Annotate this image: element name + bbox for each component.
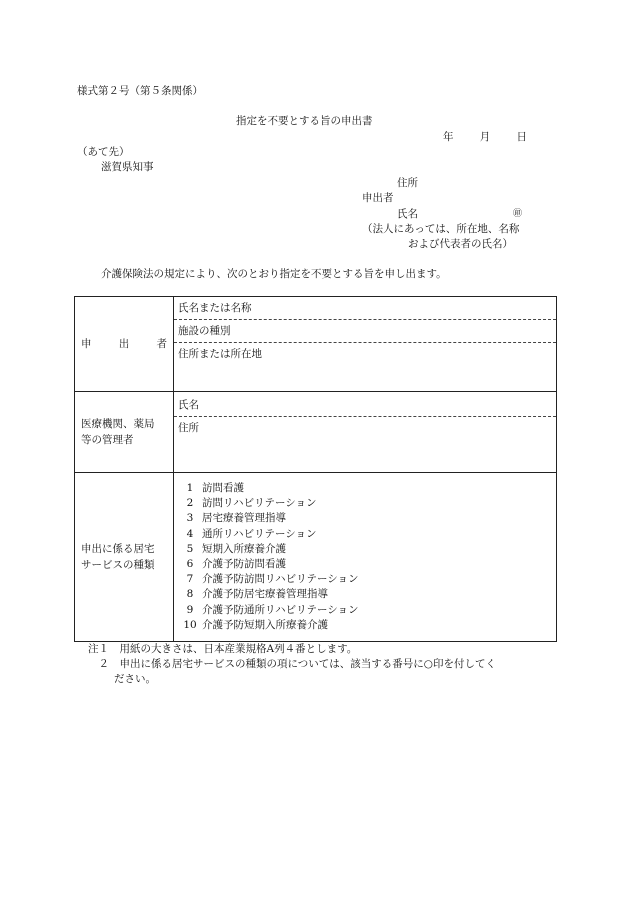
service-item[interactable] (178, 496, 556, 511)
service-name: 介護予防訪問リハビリテーション (202, 573, 359, 586)
service-name: 訪問看護 (202, 482, 244, 494)
date-day: 日 (516, 131, 527, 143)
addressee: 滋賀県知事 (101, 161, 154, 173)
service-name: 介護予防通所リハビリテーション (202, 603, 359, 616)
manager-name-field[interactable]: 氏名 (174, 394, 556, 417)
applicant-section-label (75, 297, 174, 392)
service-item[interactable] (178, 557, 556, 572)
facility-type-field[interactable]: 施設の種別 (174, 320, 556, 343)
manager-fields (174, 392, 557, 473)
manager-address-field[interactable]: 住所 (178, 422, 199, 434)
applicant-name-label: 氏名 (397, 208, 418, 220)
service-number: 9 (186, 603, 194, 616)
service-item[interactable] (178, 572, 556, 587)
applicant-fields (174, 297, 557, 392)
service-number: 3 (186, 512, 194, 525)
applicant-label: 申出者 (362, 192, 394, 204)
date-line (443, 130, 527, 144)
applicant-address-label: 住所 (397, 177, 418, 189)
service-number: 2 (186, 497, 194, 510)
table-row-applicant (75, 297, 557, 392)
table-row-manager (75, 392, 557, 473)
addressee-label: （あて先） (77, 146, 130, 158)
service-name: 短期入所療養介護 (202, 542, 286, 555)
name-or-title-field[interactable]: 氏名または名称 (174, 297, 556, 320)
manager-label-line1: 医療機関、薬局 (81, 418, 155, 430)
form-number: 様式第２号（第５条関係） (77, 85, 203, 97)
seal-mark: ㊞ (513, 209, 523, 219)
service-number: 8 (186, 588, 194, 601)
service-number: 1 (186, 482, 194, 494)
manager-section-label (75, 392, 174, 473)
corporation-note-line1: （法人にあっては、所在地、名称 (362, 223, 520, 235)
service-name: 通所リハビリテーション (202, 527, 317, 540)
application-form-table (74, 296, 557, 642)
footnote-2: ２ 申出に係る居宅サービスの種類の項については、該当する番号に○印を付してく (88, 658, 496, 670)
table-row-services (75, 473, 557, 642)
service-name: 介護予防訪問看護 (202, 558, 286, 571)
service-name: 居宅療養管理指導 (202, 512, 286, 525)
intro-text: 介護保険法の規定により、次のとおり指定を不要とする旨を申し出ます。 (101, 268, 447, 280)
service-name: 介護予防居宅療養管理指導 (202, 588, 328, 601)
manager-label-line2: 等の管理者 (81, 434, 134, 446)
services-section-label (75, 473, 174, 642)
footnote-2-continued: ださい。 (114, 673, 156, 685)
services-label-line1: 申出に係る居宅 (81, 543, 155, 556)
label-char: 出 (118, 338, 130, 350)
label-char: 申 (81, 338, 92, 350)
service-number: 6 (186, 558, 194, 571)
service-item[interactable] (178, 603, 556, 618)
date-year: 年 (443, 131, 454, 143)
service-item[interactable] (178, 542, 556, 557)
services-list-cell (174, 473, 557, 642)
service-item[interactable] (178, 527, 556, 542)
label-char: 者 (156, 338, 167, 350)
service-number: 5 (186, 542, 194, 555)
service-item[interactable] (178, 481, 556, 496)
service-number: 4 (186, 527, 194, 540)
document-title: 指定を不要とする旨の申出書 (236, 115, 373, 127)
services-label-line2: サービスの種類 (81, 559, 155, 572)
service-name: 訪問リハビリテーション (202, 497, 317, 510)
service-number: 10 (183, 618, 197, 631)
date-month: 月 (479, 131, 491, 143)
service-item[interactable] (178, 618, 556, 633)
address-or-location-field[interactable]: 住所または所在地 (178, 348, 262, 360)
service-number: 7 (186, 573, 194, 586)
services-list (174, 473, 556, 641)
footnote-1: 注１ 用紙の大きさは、日本産業規格A列４番とします。 (88, 643, 358, 655)
service-item[interactable] (178, 511, 556, 526)
corporation-note-line2: および代表者の氏名） (408, 238, 513, 250)
service-name: 介護予防短期入所療養介護 (202, 618, 328, 631)
service-item[interactable] (178, 587, 556, 602)
